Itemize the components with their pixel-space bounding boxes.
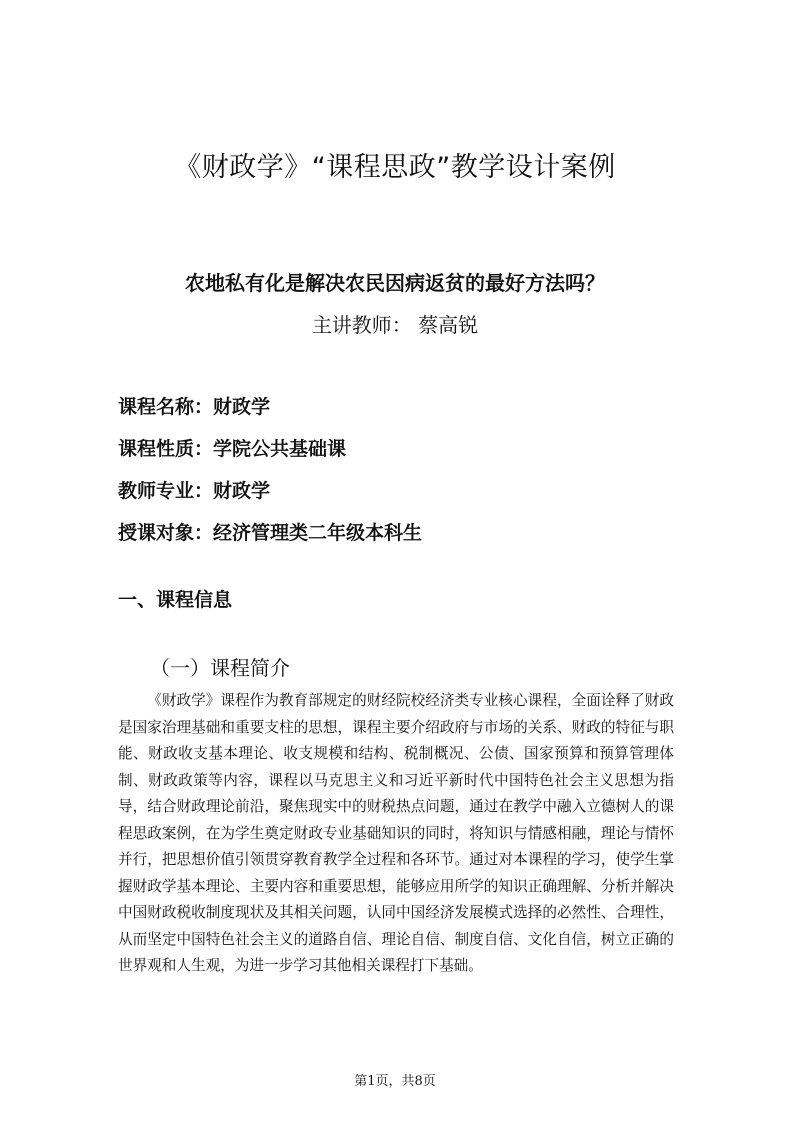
subsection-heading: （一）课程简介 <box>150 656 290 680</box>
course-info-value: 财政学 <box>213 396 271 418</box>
course-info-item-audience <box>118 514 678 556</box>
course-info-value: 学院公共基础课 <box>213 438 347 460</box>
course-info-label: 授课对象： <box>118 522 214 544</box>
course-info-value: 经济管理类二年级本科生 <box>213 522 423 544</box>
course-info-item-nature <box>118 430 678 472</box>
page-indicator: 第1页，共8页 <box>354 1074 436 1089</box>
course-info-label: 课程性质： <box>118 438 214 460</box>
course-info-list <box>118 388 678 556</box>
document-title: 《财政学》“课程思政”教学设计案例 <box>174 152 616 183</box>
course-intro-paragraph: 《财政学》课程作为教育部规定的财经院校经济类专业核心课程，全面诠释了财政是国家治理基础和重要支柱的思想，课程主要介绍政府与市场的关系、财政的特征与职能、财政收支基本理论、收支规模和结构、税制概况、公债、国家预算和预算管理体制、财政政策等内容，课程以马克思主义和习近平新时代中国特色社会主义思想为指导，结合财政理论前沿，聚焦现实中的财税热点问题，通过在教学中融入立德树人的课程思政案例，在为学生奠定财政专业基础知识的同时，将知识与情感相融，理论与情怀并行，把思想价值引领贯穿教育教学全过程和各环节。通过对本课程的学习，使学生掌握财政学基本理论、主要内容和重要思想，能够应用所学的知识正确理解、分析并解决中国财政税收制度现状及其相关问题，认同中国经济发展模式选择的必然性、合理性，从而坚定中国特色社会主义的道路自信、理论自信、制度自信、文化自信，树立正确的世界观和人生观，为进一步学习其他相关课程打下基础。 <box>118 692 674 974</box>
case-title: 农地私有化是解决农民因病返贫的最好方法吗？ <box>185 271 605 295</box>
course-info-item-major <box>118 472 678 514</box>
teacher-line: 主讲教师： 蔡高锐 <box>311 313 479 337</box>
course-info-item-name <box>118 388 678 430</box>
course-info-value: 财政学 <box>213 480 271 502</box>
section-heading: 一、课程信息 <box>118 589 233 611</box>
course-info-label: 教师专业： <box>118 480 214 502</box>
course-info-label: 课程名称： <box>118 396 214 418</box>
